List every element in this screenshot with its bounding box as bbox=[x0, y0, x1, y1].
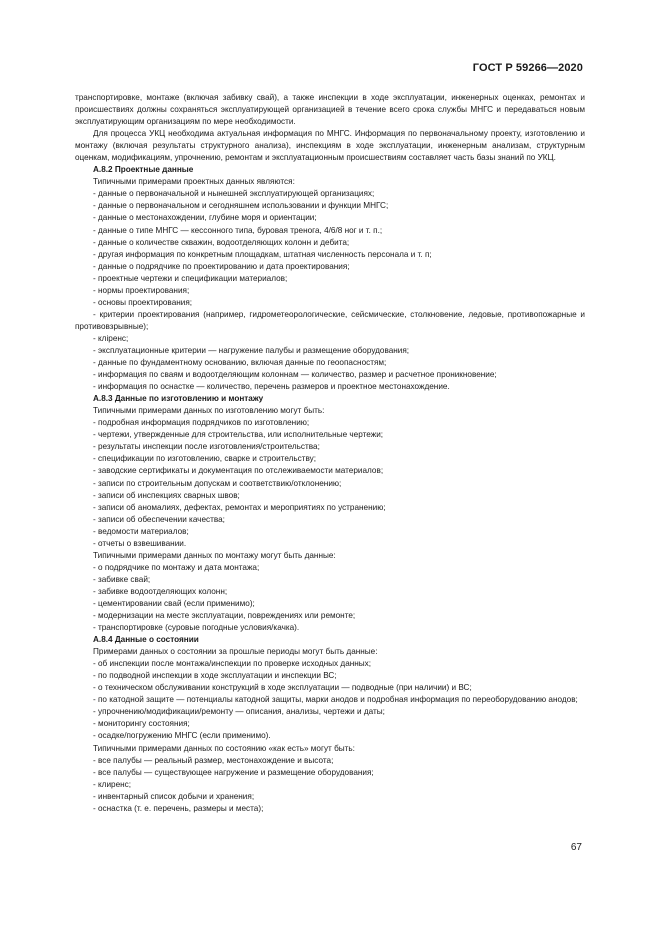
paragraph: - инвентарный список добычи и хранения; bbox=[93, 791, 255, 801]
paragraph: - эксплуатационные критерии — нагружение палубы и размещение оборудования; bbox=[93, 345, 410, 355]
paragraph: - о подрядчике по монтажу и дата монтажа; bbox=[93, 562, 260, 572]
paragraph: Типичными примерами проектных данных являются: bbox=[93, 177, 295, 187]
paragraph: - упрочнению/модификации/ремонту — описания, анализы, чертежи и даты; bbox=[93, 707, 385, 717]
paragraph: - все палубы — реальный размер, местонахождение и высота; bbox=[93, 755, 334, 765]
section-heading: А.8.3 Данные по изготовлению и монтажу bbox=[93, 394, 264, 404]
paragraph: - по катодной защите — потенциалы катодной защиты, марки анодов и подробная информация по переоборудованию анодов; bbox=[93, 695, 578, 705]
paragraph: - забивке свай; bbox=[93, 574, 151, 584]
paragraph: - кліренс; bbox=[93, 333, 129, 343]
section-heading: А.8.4 Данные о состоянии bbox=[93, 635, 199, 645]
paragraph: Примерами данных о состоянии за прошлые периоды могут быть данные: bbox=[93, 647, 378, 657]
section-heading: А.8.2 Проектные данные bbox=[93, 165, 194, 175]
paragraph: - информация по сваям и водоотделяющим колоннам — количество, размер и расчетное проникновение; bbox=[93, 370, 497, 380]
paragraph: - подробная информация подрядчиков по изготовлению; bbox=[93, 418, 310, 428]
paragraph: Типичными примерами данных по изготовлению могут быть: bbox=[93, 406, 325, 416]
paragraph: - клиренс; bbox=[93, 779, 132, 789]
paragraph: - чертежи, утвержденные для строительства, или исполнительные чертежи; bbox=[93, 430, 384, 440]
paragraph: - модернизации на месте эксплуатации, повреждениях или ремонте; bbox=[93, 611, 356, 621]
paragraph: Для процесса УКЦ необходима актуальная информация по МНГС. Информация по первоначальному проекту, изготовлению и монтажу (включая результаты структурного анализа), инспекциям в ходе эксплуатации, инженерным анализам, структурным оценкам, модификациям, упрочнению, ремонтам и эксплуатационным происшествиям составляет часть базы знаний по УКЦ. bbox=[75, 129, 585, 163]
paragraph: - записи об обеспечении качества; bbox=[93, 514, 225, 524]
paragraph: - отчеты о взвешивании. bbox=[93, 538, 187, 548]
paragraph: - ведомости материалов; bbox=[93, 526, 189, 536]
paragraph: - данные о подрядчике по проектированию и дата проектирования; bbox=[93, 261, 350, 271]
paragraph: - оснастка (т. е. перечень, размеры и места); bbox=[93, 803, 264, 813]
paragraph: - мониторингу состояния; bbox=[93, 719, 190, 729]
paragraph: - данные о первоначальном и сегодняшнем использовании и функции МНГС; bbox=[93, 201, 389, 211]
paragraph: Типичными примерами данных по состоянию «как есть» могут быть: bbox=[93, 743, 355, 753]
page-number: 67 bbox=[570, 842, 582, 853]
paragraph: - информация по оснастке — количество, перечень размеров и проектное местонахождение. bbox=[93, 382, 450, 392]
paragraph: - данные о местонахождении, глубине моря и ориентации; bbox=[93, 213, 317, 223]
paragraph: Типичными примерами данных по монтажу могут быть данные: bbox=[93, 550, 336, 560]
paragraph: - о техническом обслуживании конструкций в ходе эксплуатации — подводные (при наличии) и ВС; bbox=[93, 683, 472, 693]
document-body bbox=[75, 92, 585, 815]
paragraph: - основы проектирования; bbox=[93, 297, 193, 307]
paragraph: - записи по строительным допускам и соответствию/отклонению; bbox=[93, 478, 342, 488]
paragraph: - записи об инспекциях сварных швов; bbox=[93, 490, 240, 500]
paragraph: - заводские сертификаты и документация по отслеживаемости материалов; bbox=[93, 466, 384, 476]
paragraph: - транспортировке (суровые погодные условия/качка). bbox=[93, 623, 300, 633]
paragraph: - забивке водоотделяющих колонн; bbox=[93, 586, 228, 596]
paragraph: - данные по фундаментному основанию, включая данные по геоопасностям; bbox=[93, 358, 387, 368]
standard-header: ГОСТ Р 59266—2020 bbox=[472, 62, 583, 74]
paragraph: - по подводной инспекции в ходе эксплуатации и инспекции ВС; bbox=[93, 671, 337, 681]
paragraph: транспортировке, монтаже (включая забивку свай), а также инспекции в ходе эксплуатации, инженерных оценках, ремонтах и происшествиях должны сохраняться эксплуатирующей организацией в течение всего срока службы МНГС и передаваться новым эксплуатирующим организациям по мере необходимости. bbox=[75, 93, 585, 127]
paragraph: - спецификации по изготовлению, сварке и строительству; bbox=[93, 454, 317, 464]
paragraph: - нормы проектирования; bbox=[93, 285, 190, 295]
paragraph: - результаты инспекции после изготовления/строительства; bbox=[93, 442, 320, 452]
paragraph: - осадке/погружению МНГС (если применимо). bbox=[93, 731, 271, 741]
paragraph: - данные о первоначальной и нынешней эксплуатирующей организациях; bbox=[93, 189, 375, 199]
paragraph: - об инспекции после монтажа/инспекции по проверке исходных данных; bbox=[93, 659, 372, 669]
paragraph: - проектные чертежи и спецификации материалов; bbox=[93, 273, 288, 283]
paragraph: - данные о количестве скважин, водоотделяющих колонн и дебита; bbox=[93, 237, 350, 247]
paragraph: - цементировании свай (если применимо); bbox=[93, 598, 255, 608]
paragraph: - критерии проектирования (например, гидрометеорологические, сейсмические, столкновение, ледовые, противопожарные и противовзрывные); bbox=[75, 309, 585, 331]
paragraph: - другая информация по конкретным площадкам, штатная численность персонала и т. п; bbox=[93, 249, 432, 259]
paragraph: - все палубы — существующее нагружение и размещение оборудования; bbox=[93, 767, 374, 777]
paragraph: - записи об аномалиях, дефектах, ремонтах и мероприятиях по устранению; bbox=[93, 502, 386, 512]
paragraph: - данные о типе МНГС — кессонного типа, буровая тренога, 4/6/8 ног и т. п.; bbox=[93, 225, 383, 235]
